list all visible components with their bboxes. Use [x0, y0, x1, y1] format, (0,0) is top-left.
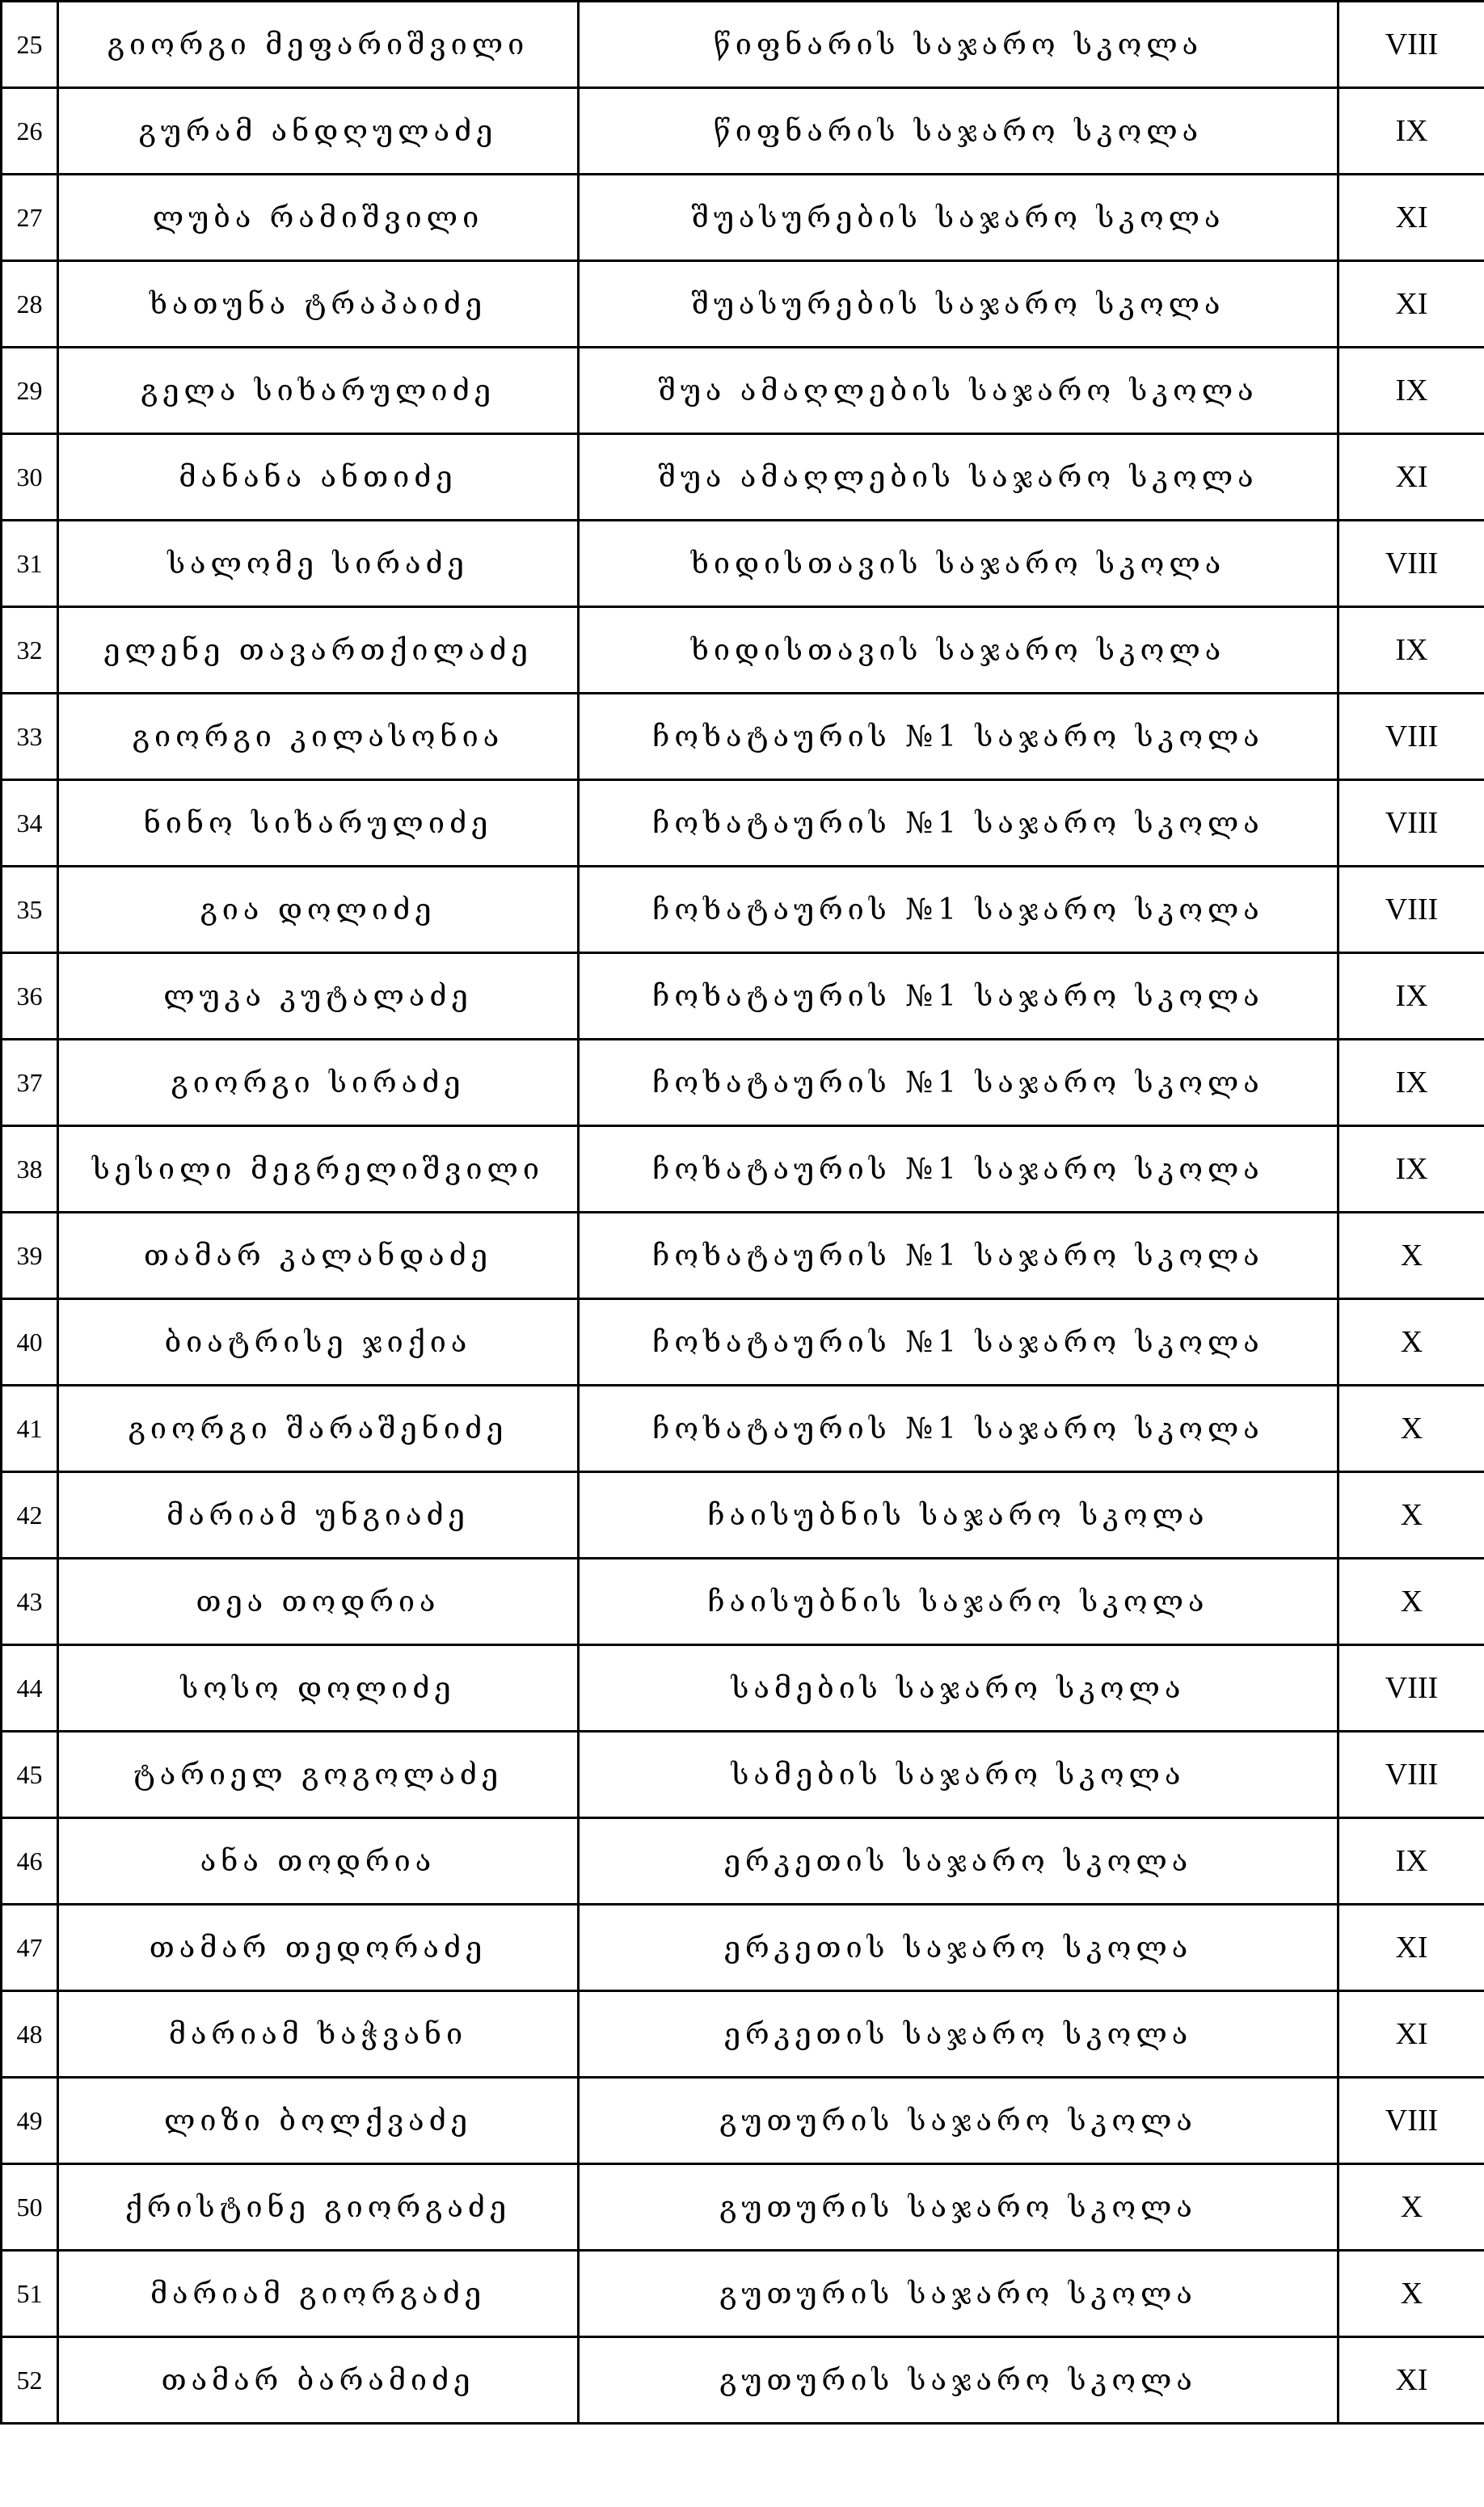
student-name-cell: გიორგი შარაშენიძე — [58, 1386, 579, 1472]
table-row — [2, 867, 1484, 953]
student-name-cell: მარიამ ხაჭვანი — [58, 1991, 579, 2078]
grade-cell: X — [1339, 1472, 1484, 1559]
row-number-cell: 40 — [2, 1299, 58, 1386]
grade-cell: VIII — [1339, 2, 1484, 88]
grade-cell: XI — [1339, 1905, 1484, 1991]
row-number-cell: 30 — [2, 434, 58, 521]
row-number-cell: 35 — [2, 867, 58, 953]
grade-cell: VIII — [1339, 1732, 1484, 1818]
table-row — [2, 1645, 1484, 1732]
grade-cell: VIII — [1339, 780, 1484, 867]
row-number-cell: 45 — [2, 1732, 58, 1818]
student-name-cell: ნინო სიხარულიძე — [58, 780, 579, 867]
grade-cell: XI — [1339, 261, 1484, 348]
school-name-cell: გუთურის საჯარო სკოლა — [579, 2337, 1339, 2424]
student-name-cell: თამარ თედორაძე — [58, 1905, 579, 1991]
table-row — [2, 953, 1484, 1040]
table-row — [2, 1732, 1484, 1818]
table-row — [2, 434, 1484, 521]
grade-cell: X — [1339, 1299, 1484, 1386]
school-name-cell: გუთურის საჯარო სკოლა — [579, 2078, 1339, 2164]
grade-cell: VIII — [1339, 521, 1484, 607]
grade-cell: VIII — [1339, 867, 1484, 953]
row-number-cell: 50 — [2, 2164, 58, 2251]
table-row — [2, 1040, 1484, 1126]
grade-cell: IX — [1339, 88, 1484, 175]
row-number-cell: 47 — [2, 1905, 58, 1991]
participants-table-body — [2, 2, 1484, 2424]
student-name-cell: ლუკა კუტალაძე — [58, 953, 579, 1040]
row-number-cell: 36 — [2, 953, 58, 1040]
grade-cell: XI — [1339, 434, 1484, 521]
student-name-cell: მარიამ უნგიაძე — [58, 1472, 579, 1559]
row-number-cell: 38 — [2, 1126, 58, 1213]
row-number-cell: 25 — [2, 2, 58, 88]
row-number-cell: 31 — [2, 521, 58, 607]
row-number-cell: 46 — [2, 1818, 58, 1905]
grade-cell: X — [1339, 1213, 1484, 1299]
student-name-cell: გია დოლიძე — [58, 867, 579, 953]
school-name-cell: ჩოხატაურის №1 საჯარო სკოლა — [579, 1213, 1339, 1299]
table-row — [2, 1818, 1484, 1905]
table-row — [2, 1299, 1484, 1386]
grade-cell: VIII — [1339, 1645, 1484, 1732]
grade-cell: X — [1339, 1559, 1484, 1645]
student-name-cell: ქრისტინე გიორგაძე — [58, 2164, 579, 2251]
table-row — [2, 2164, 1484, 2251]
table-row — [2, 1559, 1484, 1645]
grade-cell: XI — [1339, 1991, 1484, 2078]
row-number-cell: 42 — [2, 1472, 58, 1559]
grade-cell: IX — [1339, 1126, 1484, 1213]
school-name-cell: ჩოხატაურის №1 საჯარო სკოლა — [579, 780, 1339, 867]
school-name-cell: სამების საჯარო სკოლა — [579, 1645, 1339, 1732]
table-row — [2, 348, 1484, 434]
grade-cell: IX — [1339, 953, 1484, 1040]
student-name-cell: ტარიელ გოგოლაძე — [58, 1732, 579, 1818]
grade-cell: VIII — [1339, 694, 1484, 780]
student-name-cell: ბიატრისე ჯიქია — [58, 1299, 579, 1386]
grade-cell: IX — [1339, 607, 1484, 694]
table-row — [2, 1991, 1484, 2078]
grade-cell: IX — [1339, 1040, 1484, 1126]
grade-cell: IX — [1339, 348, 1484, 434]
grade-cell: X — [1339, 2164, 1484, 2251]
school-name-cell: გუთურის საჯარო სკოლა — [579, 2164, 1339, 2251]
student-name-cell: ხათუნა ტრაპაიძე — [58, 261, 579, 348]
row-number-cell: 52 — [2, 2337, 58, 2424]
school-name-cell: ჩოხატაურის №1 საჯარო სკოლა — [579, 1386, 1339, 1472]
school-name-cell: შუა ამაღლების საჯარო სკოლა — [579, 434, 1339, 521]
grade-cell: VIII — [1339, 2078, 1484, 2164]
student-name-cell: მარიამ გიორგაძე — [58, 2251, 579, 2337]
student-name-cell: გიორგი კილასონია — [58, 694, 579, 780]
school-name-cell: ჩოხატაურის №1 საჯარო სკოლა — [579, 1040, 1339, 1126]
student-name-cell: ელენე თავართქილაძე — [58, 607, 579, 694]
student-name-cell: გურამ ანდღულაძე — [58, 88, 579, 175]
school-name-cell: ჩაისუბნის საჯარო სკოლა — [579, 1472, 1339, 1559]
school-name-cell: ჩაისუბნის საჯარო სკოლა — [579, 1559, 1339, 1645]
school-name-cell: შუასურების საჯარო სკოლა — [579, 175, 1339, 261]
table-row — [2, 88, 1484, 175]
table-row — [2, 1472, 1484, 1559]
grade-cell: X — [1339, 2251, 1484, 2337]
row-number-cell: 29 — [2, 348, 58, 434]
row-number-cell: 33 — [2, 694, 58, 780]
student-name-cell: თამარ ბარამიძე — [58, 2337, 579, 2424]
school-name-cell: ჩოხატაურის №1 საჯარო სკოლა — [579, 694, 1339, 780]
student-name-cell: თეა თოდრია — [58, 1559, 579, 1645]
student-name-cell: ანა თოდრია — [58, 1818, 579, 1905]
grade-cell: X — [1339, 1386, 1484, 1472]
row-number-cell: 34 — [2, 780, 58, 867]
table-row — [2, 261, 1484, 348]
student-name-cell: მანანა ანთიძე — [58, 434, 579, 521]
school-name-cell: ხიდისთავის საჯარო სკოლა — [579, 607, 1339, 694]
row-number-cell: 37 — [2, 1040, 58, 1126]
student-name-cell: სესილი მეგრელიშვილი — [58, 1126, 579, 1213]
school-name-cell: წიფნარის საჯარო სკოლა — [579, 2, 1339, 88]
table-row — [2, 780, 1484, 867]
student-name-cell: გელა სიხარულიძე — [58, 348, 579, 434]
school-name-cell: ხიდისთავის საჯარო სკოლა — [579, 521, 1339, 607]
school-name-cell: შუასურების საჯარო სკოლა — [579, 261, 1339, 348]
table-row — [2, 694, 1484, 780]
row-number-cell: 48 — [2, 1991, 58, 2078]
school-name-cell: ჩოხატაურის №1 საჯარო სკოლა — [579, 867, 1339, 953]
row-number-cell: 28 — [2, 261, 58, 348]
table-row — [2, 2337, 1484, 2424]
table-row — [2, 607, 1484, 694]
row-number-cell: 26 — [2, 88, 58, 175]
row-number-cell: 43 — [2, 1559, 58, 1645]
table-row — [2, 1386, 1484, 1472]
row-number-cell: 39 — [2, 1213, 58, 1299]
school-name-cell: შუა ამაღლების საჯარო სკოლა — [579, 348, 1339, 434]
school-name-cell: ერკეთის საჯარო სკოლა — [579, 1991, 1339, 2078]
table-row — [2, 1213, 1484, 1299]
row-number-cell: 32 — [2, 607, 58, 694]
student-name-cell: გიორგი სირაძე — [58, 1040, 579, 1126]
school-name-cell: გუთურის საჯარო სკოლა — [579, 2251, 1339, 2337]
student-name-cell: გიორგი მეფარიშვილი — [58, 2, 579, 88]
student-name-cell: ლუბა რამიშვილი — [58, 175, 579, 261]
student-name-cell: სალომე სირაძე — [58, 521, 579, 607]
row-number-cell: 41 — [2, 1386, 58, 1472]
school-name-cell: ერკეთის საჯარო სკოლა — [579, 1818, 1339, 1905]
school-name-cell: ჩოხატაურის №1 საჯარო სკოლა — [579, 1126, 1339, 1213]
student-name-cell: თამარ კალანდაძე — [58, 1213, 579, 1299]
student-name-cell: სოსო დოლიძე — [58, 1645, 579, 1732]
table-row — [2, 1905, 1484, 1991]
table-row — [2, 2, 1484, 88]
student-name-cell: ლიზი ბოლქვაძე — [58, 2078, 579, 2164]
row-number-cell: 51 — [2, 2251, 58, 2337]
row-number-cell: 27 — [2, 175, 58, 261]
table-row — [2, 2251, 1484, 2337]
school-name-cell: სამების საჯარო სკოლა — [579, 1732, 1339, 1818]
table-row — [2, 521, 1484, 607]
school-name-cell: ჩოხატაურის №1 საჯარო სკოლა — [579, 953, 1339, 1040]
school-name-cell: ჩოხატაურის №1 საჯარო სკოლა — [579, 1299, 1339, 1386]
row-number-cell: 44 — [2, 1645, 58, 1732]
grade-cell: XI — [1339, 2337, 1484, 2424]
row-number-cell: 49 — [2, 2078, 58, 2164]
grade-cell: IX — [1339, 1818, 1484, 1905]
school-name-cell: ერკეთის საჯარო სკოლა — [579, 1905, 1339, 1991]
school-name-cell: წიფნარის საჯარო სკოლა — [579, 88, 1339, 175]
grade-cell: XI — [1339, 175, 1484, 261]
table-row — [2, 2078, 1484, 2164]
table-row — [2, 175, 1484, 261]
table-row — [2, 1126, 1484, 1213]
